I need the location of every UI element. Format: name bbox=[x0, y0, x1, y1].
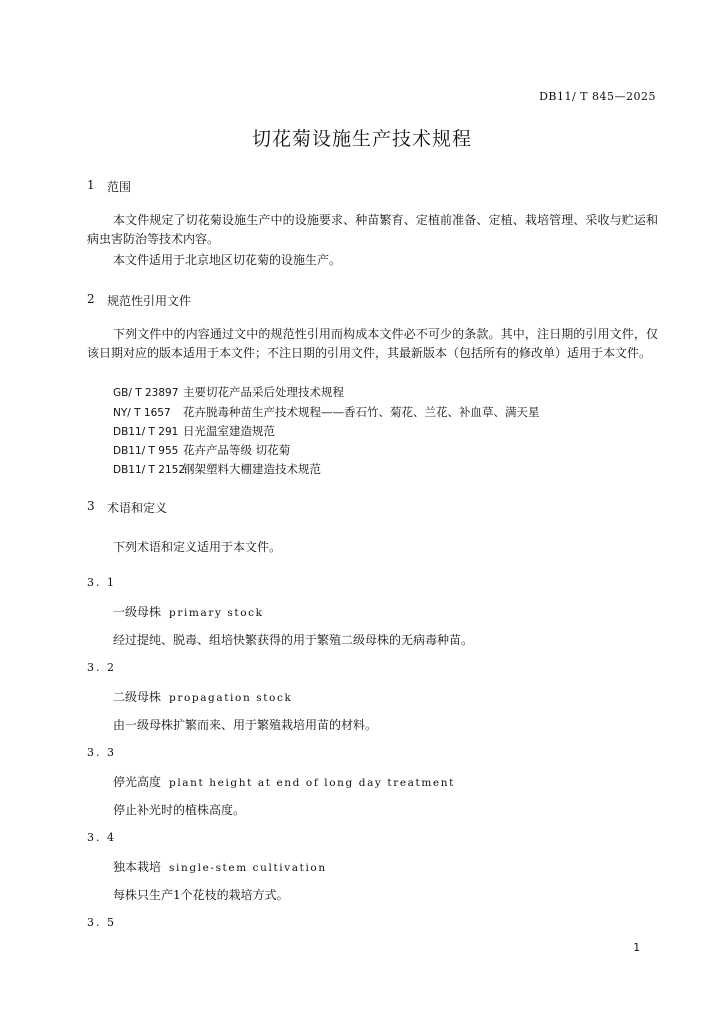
reference-item bbox=[113, 442, 290, 458]
reference-code: NY/ T 1657 bbox=[113, 407, 171, 419]
standard-code: DB11/ T 845—2025 bbox=[539, 90, 656, 103]
term-number: 3. 1 bbox=[87, 576, 116, 589]
section-title: 规范性引用文件 bbox=[107, 294, 192, 308]
term-english: single-stem cultivation bbox=[169, 862, 327, 874]
term-chinese: 停光高度 bbox=[113, 775, 162, 789]
scope-paragraph-2: 本文件适用于北京地区切花菊的设施生产。 bbox=[113, 253, 342, 267]
term-definition: 停止补光时的植株高度。 bbox=[113, 803, 246, 817]
term-number: 3. 2 bbox=[87, 661, 116, 674]
section-2-heading bbox=[87, 292, 387, 308]
term-heading bbox=[113, 688, 292, 705]
term-definition: 每株只生产1个花枝的栽培方式。 bbox=[113, 888, 289, 902]
term-number: 3. 3 bbox=[87, 746, 116, 759]
reference-item bbox=[113, 384, 344, 400]
term-heading bbox=[113, 773, 455, 790]
section-title: 范围 bbox=[107, 180, 132, 194]
section-title: 术语和定义 bbox=[107, 501, 168, 515]
term-number: 3. 5 bbox=[87, 916, 116, 929]
reference-code: DB11/ T 2152 bbox=[113, 464, 185, 476]
term-definition: 由一级母株扩繁而来、用于繁殖栽培用苗的材料。 bbox=[113, 718, 378, 732]
section-3-heading bbox=[87, 499, 387, 515]
term-english: primary stock bbox=[169, 607, 264, 619]
section-1-heading bbox=[87, 178, 387, 194]
term-english: propagation stock bbox=[169, 692, 293, 704]
references-intro: 下列文件中的内容通过文中的规范性引用而构成本文件必不可少的条款。其中，注日期的引用文件，仅该日期对应的版本适用于本文件；不注日期的引用文件，其最新版本（包括所有的修改单）适用于本文件。 bbox=[87, 327, 658, 360]
term-chinese: 一级母株 bbox=[113, 605, 162, 619]
reference-item bbox=[113, 404, 540, 420]
reference-item bbox=[113, 461, 321, 477]
section-number: 2 bbox=[87, 292, 95, 306]
reference-code: GB/ T 23897 bbox=[113, 387, 179, 399]
terms-intro: 下列术语和定义适用于本文件。 bbox=[113, 540, 282, 554]
reference-name: 花卉脱毒种苗生产技术规程——香石竹、菊花、兰花、补血草、满天星 bbox=[183, 405, 540, 419]
term-heading bbox=[113, 858, 327, 875]
section-number: 1 bbox=[87, 178, 95, 192]
reference-name: 日光温室建造规范 bbox=[183, 424, 275, 438]
term-chinese: 独本栽培 bbox=[113, 860, 162, 874]
term-number: 3. 4 bbox=[87, 831, 116, 844]
reference-name: 钢架塑料大棚建造技术规范 bbox=[183, 462, 321, 476]
section-number: 3 bbox=[87, 499, 95, 513]
term-english: plant height at end of long day treatment bbox=[169, 777, 455, 789]
term-chinese: 二级母株 bbox=[113, 690, 162, 704]
scope-paragraph-1: 本文件规定了切花菊设施生产中的设施要求、种苗繁育、定植前准备、定植、栽培管理、采收与贮运和病虫害防治等技术内容。 bbox=[87, 213, 658, 246]
reference-item bbox=[113, 423, 275, 439]
reference-name: 主要切花产品采后处理技术规程 bbox=[183, 385, 344, 399]
document-title: 切花菊设施生产技术规程 bbox=[251, 128, 472, 150]
term-definition: 经过提纯、脱毒、组培快繁获得的用于繁殖二级母株的无病毒种苗。 bbox=[113, 633, 474, 647]
page-number: 1 bbox=[633, 942, 640, 954]
reference-code: DB11/ T 291 bbox=[113, 426, 179, 438]
reference-code: DB11/ T 955 bbox=[113, 445, 179, 457]
term-heading bbox=[113, 603, 264, 620]
reference-name: 花卉产品等级 切花菊 bbox=[183, 443, 291, 457]
